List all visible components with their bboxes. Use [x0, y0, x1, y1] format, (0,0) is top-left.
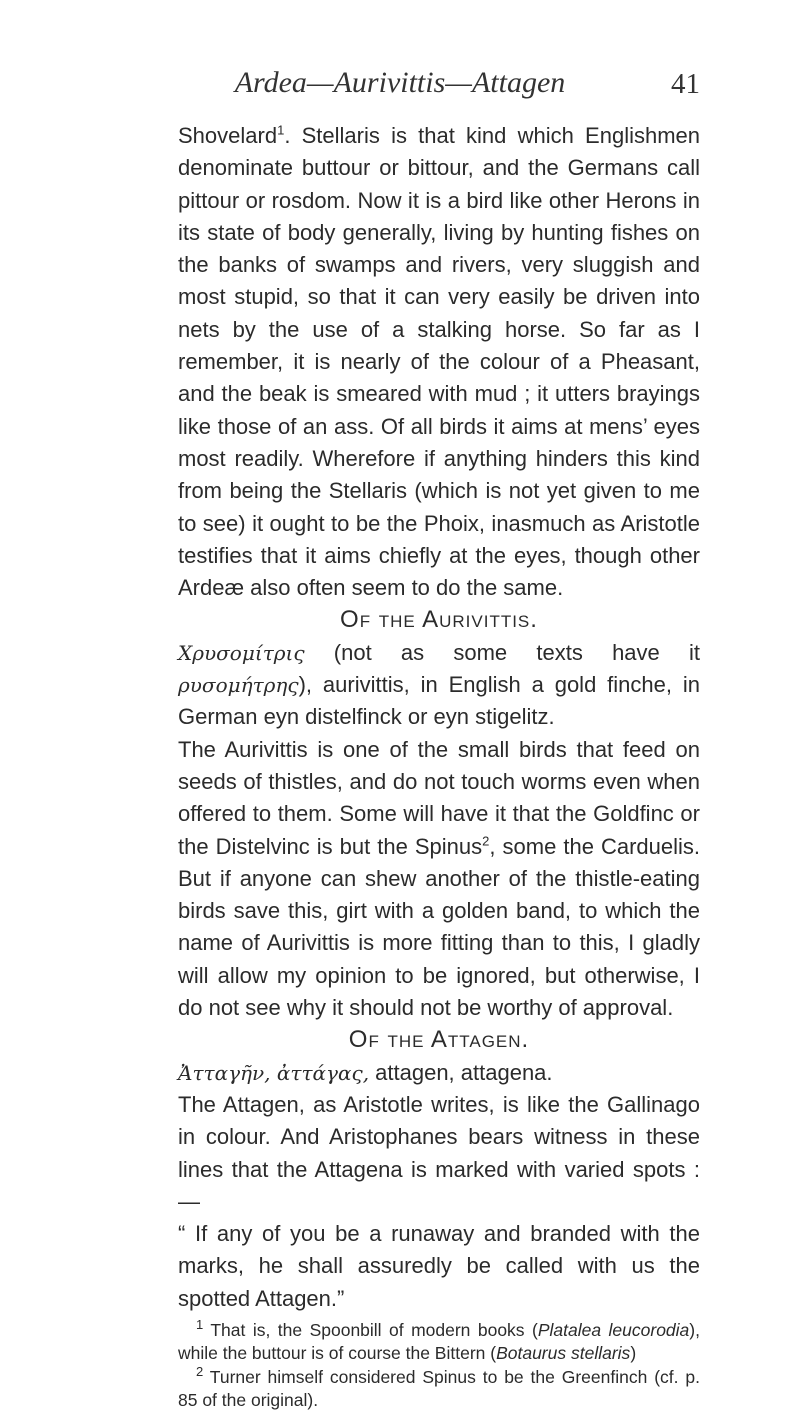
greek-name: Ἀτταγῆν, ἀττάγας, — [178, 1060, 370, 1085]
page-number: 41 — [671, 68, 700, 100]
paragraph-aurivittis — [178, 734, 700, 1025]
text-run: ) — [630, 1343, 637, 1364]
paragraph-attagen: The Attagen, as Aristotle writes, is like the Gallinago in colour. And Aristophanes bears witness in these lines that the Attagena is marked with varied spots :— — [178, 1091, 700, 1214]
text-run: Turner himself considered Spinus to be the Greenfinch (cf. p. 85 of the original). — [178, 1366, 700, 1411]
paragraph-attagen-names — [178, 1057, 700, 1089]
text-run: ), aurivittis, in English a gold finche, in German eyn distelfinck or eyn stigelitz. — [178, 672, 700, 730]
footnote-2 — [178, 1366, 700, 1413]
footnotes — [178, 1319, 700, 1413]
text-run: (not as some texts have it — [304, 639, 700, 665]
text-run: , some the Carduelis. But if anyone can shew another of the thistle-eating birds save this, girt with a golden band, to which the name of Aurivittis is more fitting than to this, I gladly will allow my opinion to be ignored, but otherwise, I do not see why it should not be worthy of approval. — [178, 833, 700, 1021]
footnote-ref-2: 2 — [482, 833, 490, 849]
running-title: Ardea—Aurivittis—Attagen — [234, 66, 566, 99]
text-run: That is, the Spoonbill of modern books ( — [203, 1319, 538, 1340]
quotation: “ If any of you be a runaway and branded with the marks, he shall assuredly be called with us the spotted Attagen.” — [178, 1221, 700, 1311]
text-run: . Stellaris is that kind which Englishmen denominate buttour or bittour, and the Germans call pittour or rosdom. Now it is a bird like other Herons in its state of body generally, living by hunting fishes on the banks of swamps and rivers, very sluggish and most stupid, so that it can very easily be driven into nets by the use of a stalking horse. So far as I remember, it is nearly of the colour of a Pheasant, and the beak is smeared with mud ; it utters brayings like those of an ass. Of all birds it aims at mens’ eyes most readily. Wherefore if anything hinders this kind from being the Stellaris (which is not yet given to me to see) it ought to be the Phoix, inasmuch as Aristotle testifies that it aims chiefly at the eyes, though other Ardeæ also often seem to do the same. — [178, 123, 700, 601]
text-run: The Aurivittis is one of the small birds that feed on seeds of thistles, and do not touch worms even when offered to them. Some will have it that the Goldfinc or the Distelvinc is but the Spinus — [178, 736, 700, 859]
text-run: attagen, attagena. — [369, 1059, 553, 1085]
species-name: Botaurus stellaris — [496, 1343, 631, 1364]
main-text — [178, 120, 700, 1413]
footnote-1 — [178, 1319, 700, 1366]
greek-variant: ρυσομήτρης — [178, 673, 299, 698]
greek-name: Χρυσομίτρις — [178, 640, 305, 665]
species-name: Platalea leucorodia — [537, 1319, 690, 1340]
text-run: ), while the buttour is of course the Bittern ( — [178, 1319, 700, 1364]
paragraph-ardea — [178, 120, 700, 604]
text-run: Shovelard — [178, 123, 278, 148]
footnote-ref-1: 1 — [277, 122, 285, 138]
footnote-number: 1 — [196, 1317, 204, 1333]
paragraph-aurivittis-names — [178, 637, 700, 734]
footnote-number: 2 — [196, 1364, 204, 1380]
heading-attagen: Of the Attagen. — [348, 1026, 530, 1054]
heading-aurivittis: Of the Aurivittis. — [340, 606, 538, 634]
page-header — [0, 66, 800, 106]
